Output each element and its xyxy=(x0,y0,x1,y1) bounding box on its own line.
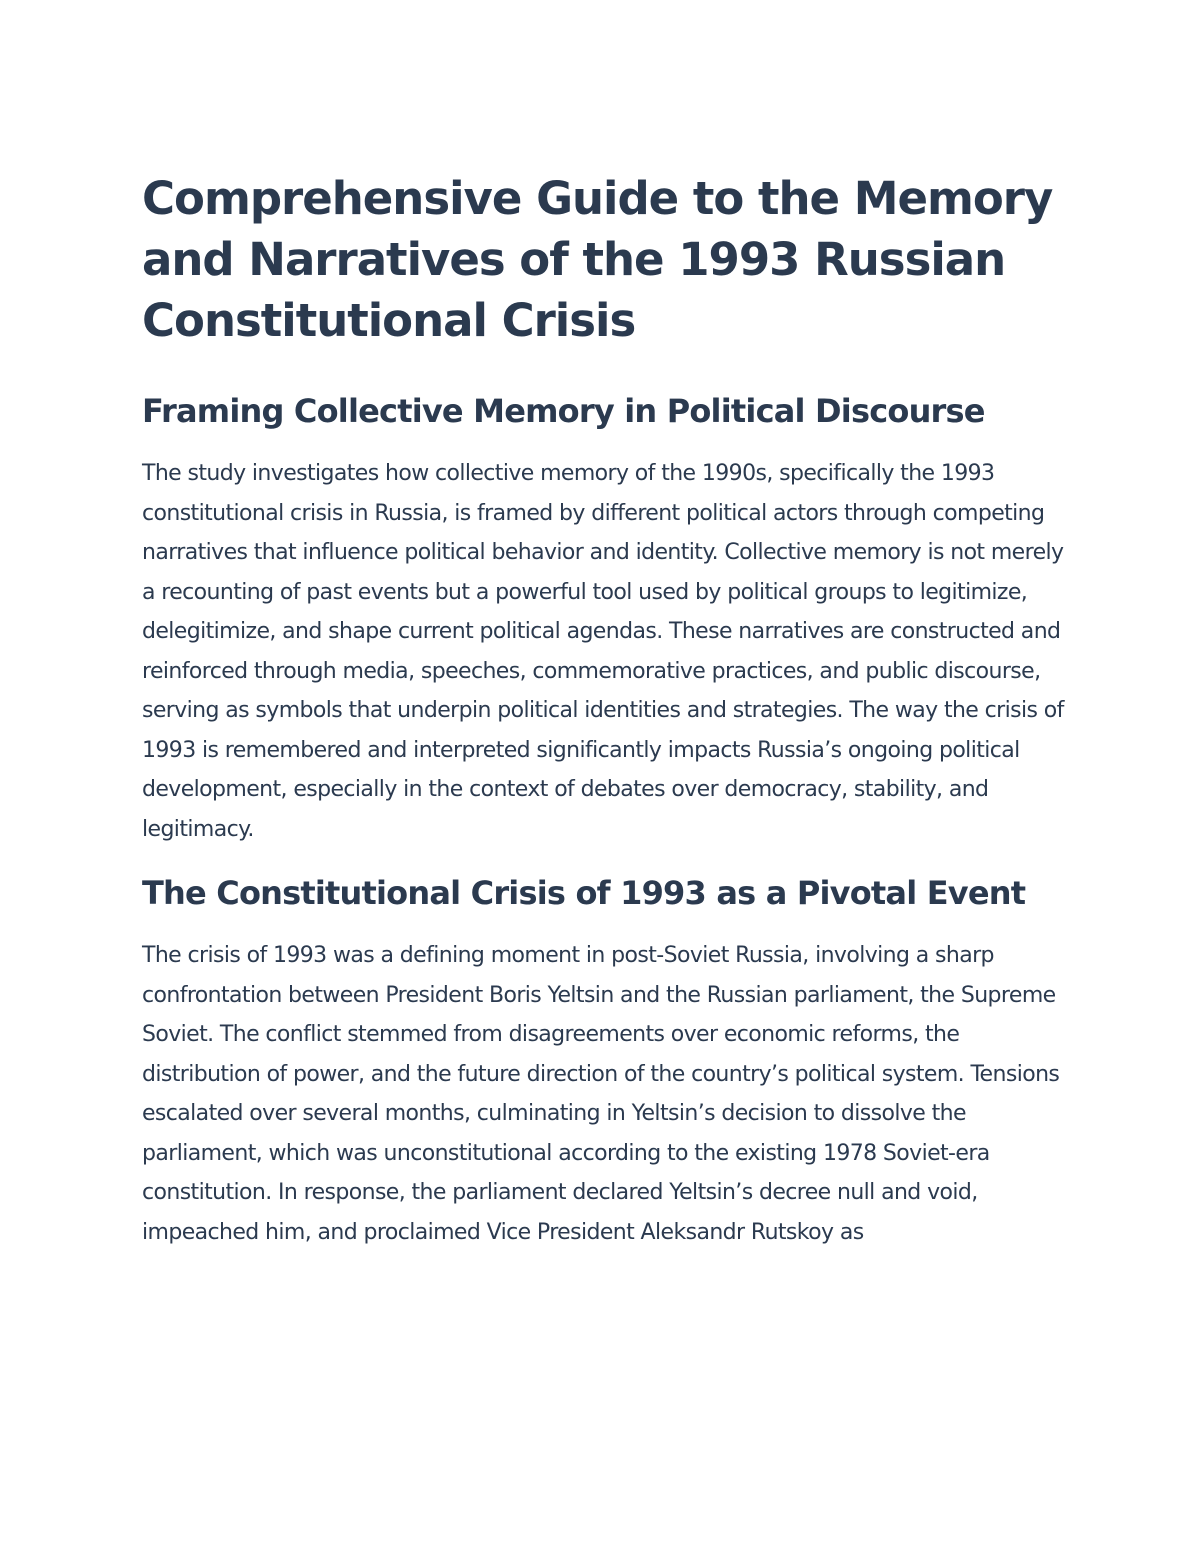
section-paragraph-framing-collective-memory: The study investigates how collective memory of the 1990s, specifically the 1993 constitutional crisis in Russia, is framed by different political actors through competing narratives that influence political behavior and identity. Collective memory is not merely a recounting of past events but a powerful tool used by political groups to legitimize, delegitimize, and shape current political agendas. These narratives are constructed and reinforced through media, speeches, commemorative practices, and public discourse, serving as symbols that underpin political identities and strategies. The way the crisis of 1993 is remembered and interpreted significantly impacts Russia’s ongoing political development, especially in the context of debates over democracy, stability, and legitimacy. xyxy=(142,461,1064,842)
section-heading-constitutional-crisis: The Constitutional Crisis of 1993 as a Pivotal Event xyxy=(142,874,1026,912)
document-page xyxy=(142,168,1070,1252)
section-paragraph-constitutional-crisis: The crisis of 1993 was a defining moment in post-Soviet Russia, involving a sharp confrontation between President Boris Yeltsin and the Russian parliament, the Supreme Soviet. The conflict stemmed from disagreements over economic reforms, the distribution of power, and the future direction of the country’s political system. Tensions escalated over several months, culminating in Yeltsin’s decision to dissolve the parliament, which was unconstitutional according to the existing 1978 Soviet-era constitution. In response, the parliament declared Yeltsin’s decree null and void, impeached him, and proclaimed Vice President Aleksandr Rutskoy as xyxy=(142,943,1060,1245)
section-heading-framing-collective-memory: Framing Collective Memory in Political Discourse xyxy=(142,392,985,430)
document-title: Comprehensive Guide to the Memory and Narratives of the 1993 Russian Constitutional Crisis xyxy=(142,172,1053,347)
